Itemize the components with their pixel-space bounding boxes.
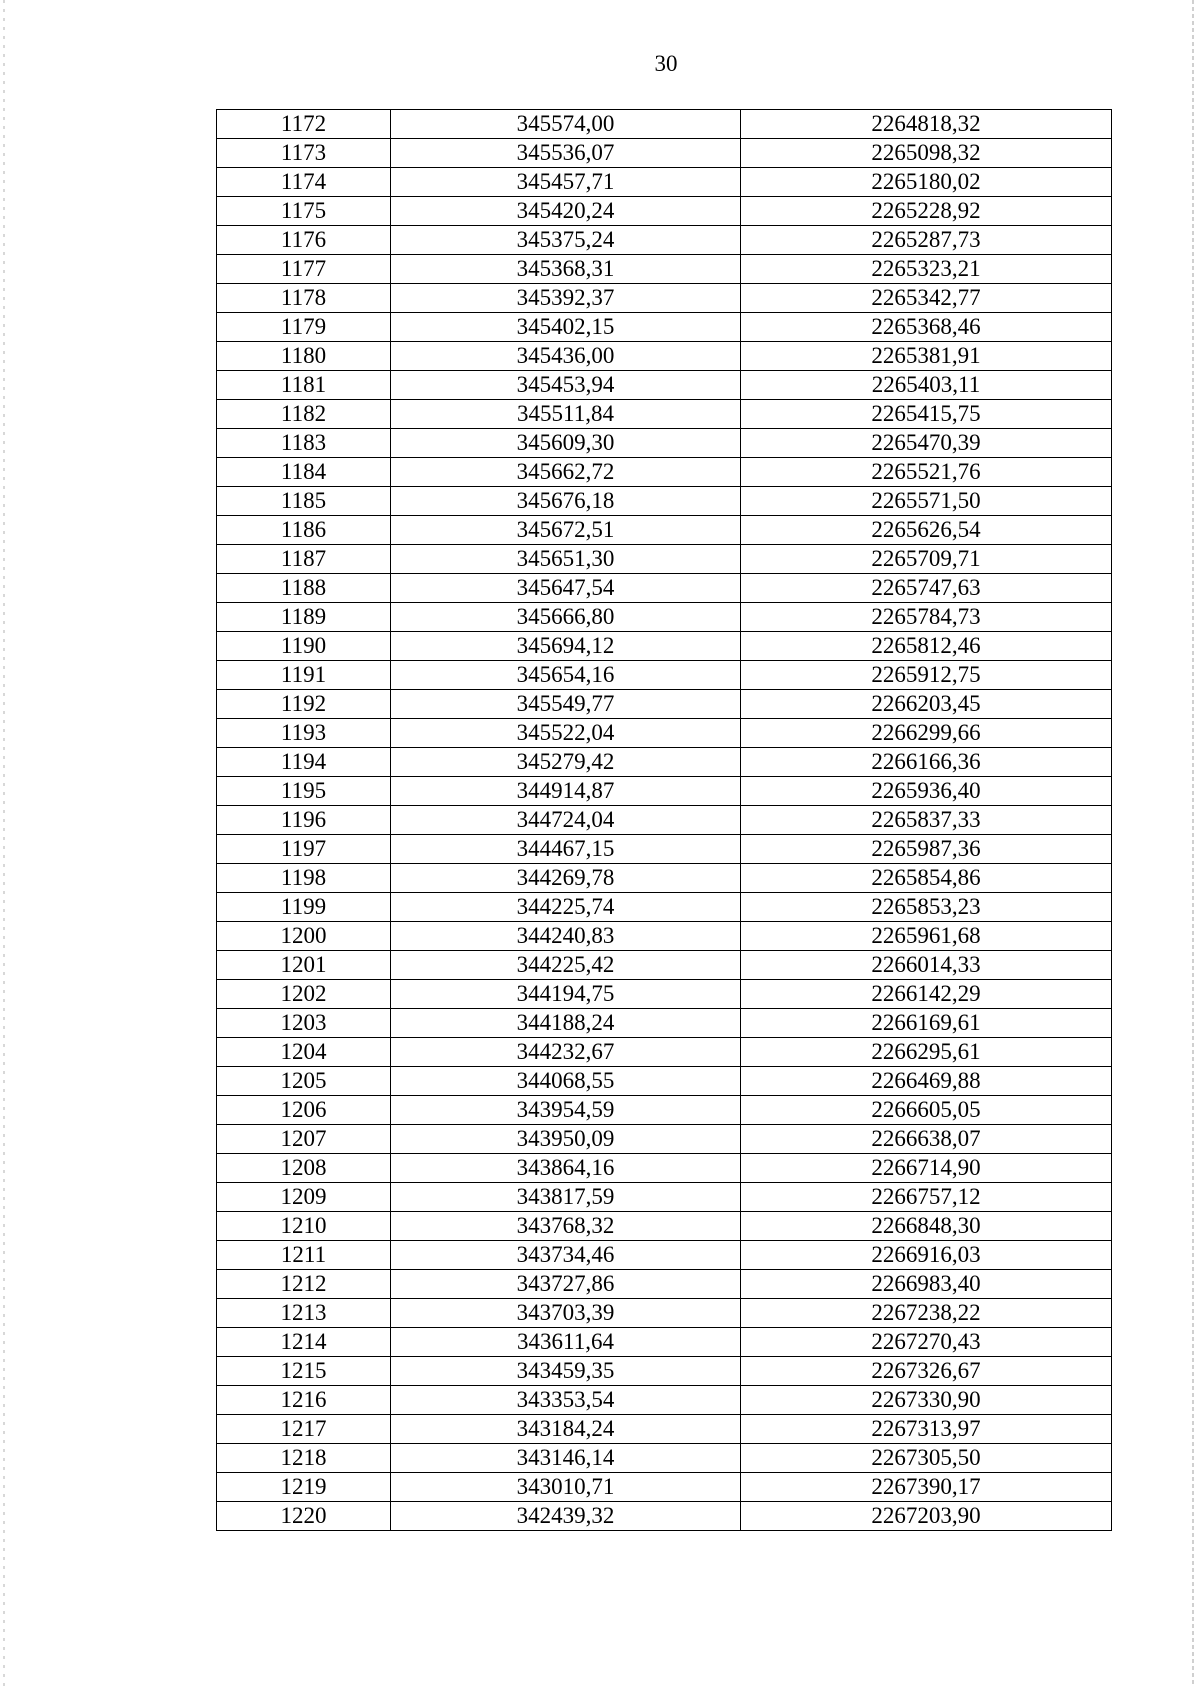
table-row [217,1125,1112,1154]
x-coordinate-cell: 345654,16 [391,661,741,690]
y-coordinate-cell: 2265812,46 [741,632,1112,661]
table-row [217,1502,1112,1531]
point-number-cell: 1220 [217,1502,391,1531]
table-row [217,980,1112,1009]
table-row [217,1154,1112,1183]
x-coordinate-cell: 343703,39 [391,1299,741,1328]
y-coordinate-cell: 2266916,03 [741,1241,1112,1270]
table-row [217,168,1112,197]
y-coordinate-cell: 2265368,46 [741,313,1112,342]
table-row [217,487,1112,516]
y-coordinate-cell: 2266714,90 [741,1154,1112,1183]
x-coordinate-cell: 345453,94 [391,371,741,400]
table-row [217,1386,1112,1415]
x-coordinate-cell: 343459,35 [391,1357,741,1386]
y-coordinate-cell: 2265323,21 [741,255,1112,284]
table-row [217,1328,1112,1357]
point-number-cell: 1205 [217,1067,391,1096]
y-coordinate-cell: 2267305,50 [741,1444,1112,1473]
table-row [217,429,1112,458]
y-coordinate-cell: 2266299,66 [741,719,1112,748]
x-coordinate-cell: 345402,15 [391,313,741,342]
table-row [217,1183,1112,1212]
point-number-cell: 1174 [217,168,391,197]
y-coordinate-cell: 2265342,77 [741,284,1112,313]
y-coordinate-cell: 2267270,43 [741,1328,1112,1357]
point-number-cell: 1176 [217,226,391,255]
point-number-cell: 1196 [217,806,391,835]
point-number-cell: 1215 [217,1357,391,1386]
point-number-cell: 1193 [217,719,391,748]
y-coordinate-cell: 2265571,50 [741,487,1112,516]
x-coordinate-cell: 343727,86 [391,1270,741,1299]
y-coordinate-cell: 2265470,39 [741,429,1112,458]
y-coordinate-cell: 2265098,32 [741,139,1112,168]
x-coordinate-cell: 345511,84 [391,400,741,429]
point-number-cell: 1188 [217,574,391,603]
table-row [217,284,1112,313]
point-number-cell: 1179 [217,313,391,342]
y-coordinate-cell: 2266848,30 [741,1212,1112,1241]
y-coordinate-cell: 2265987,36 [741,835,1112,864]
x-coordinate-cell: 345457,71 [391,168,741,197]
table-row [217,139,1112,168]
point-number-cell: 1211 [217,1241,391,1270]
point-number-cell: 1201 [217,951,391,980]
point-number-cell: 1182 [217,400,391,429]
table-row [217,922,1112,951]
x-coordinate-cell: 344914,87 [391,777,741,806]
x-coordinate-cell: 345279,42 [391,748,741,777]
table-row [217,1415,1112,1444]
x-coordinate-cell: 343010,71 [391,1473,741,1502]
x-coordinate-cell: 342439,32 [391,1502,741,1531]
table-row [217,603,1112,632]
table-row [217,574,1112,603]
x-coordinate-cell: 345375,24 [391,226,741,255]
y-coordinate-cell: 2265784,73 [741,603,1112,632]
y-coordinate-cell: 2267330,90 [741,1386,1112,1415]
point-number-cell: 1194 [217,748,391,777]
point-number-cell: 1207 [217,1125,391,1154]
y-coordinate-cell: 2265837,33 [741,806,1112,835]
table-row [217,777,1112,806]
x-coordinate-cell: 344225,74 [391,893,741,922]
point-number-cell: 1195 [217,777,391,806]
point-number-cell: 1219 [217,1473,391,1502]
x-coordinate-cell: 343146,14 [391,1444,741,1473]
table-row [217,1444,1112,1473]
table-row [217,1299,1112,1328]
table-row [217,197,1112,226]
table-row [217,893,1112,922]
y-coordinate-cell: 2266169,61 [741,1009,1112,1038]
page-number: 30 [654,51,678,76]
table-row [217,1038,1112,1067]
y-coordinate-cell: 2265709,71 [741,545,1112,574]
point-number-cell: 1172 [217,110,391,139]
table-row [217,400,1112,429]
x-coordinate-cell: 345666,80 [391,603,741,632]
y-coordinate-cell: 2266142,29 [741,980,1112,1009]
y-coordinate-cell: 2265912,75 [741,661,1112,690]
y-coordinate-cell: 2266605,05 [741,1096,1112,1125]
point-number-cell: 1208 [217,1154,391,1183]
table-row [217,458,1112,487]
x-coordinate-cell: 344225,42 [391,951,741,980]
point-number-cell: 1206 [217,1096,391,1125]
table-row [217,1241,1112,1270]
table-row [217,545,1112,574]
point-number-cell: 1200 [217,922,391,951]
y-coordinate-cell: 2267313,97 [741,1415,1112,1444]
point-number-cell: 1192 [217,690,391,719]
y-coordinate-cell: 2265853,23 [741,893,1112,922]
table-row [217,1096,1112,1125]
y-coordinate-cell: 2265228,92 [741,197,1112,226]
point-number-cell: 1189 [217,603,391,632]
point-number-cell: 1210 [217,1212,391,1241]
table-row [217,342,1112,371]
x-coordinate-cell: 344240,83 [391,922,741,951]
y-coordinate-cell: 2265287,73 [741,226,1112,255]
scan-edge-left [3,0,5,1686]
point-number-cell: 1190 [217,632,391,661]
y-coordinate-cell: 2267326,67 [741,1357,1112,1386]
x-coordinate-cell: 345574,00 [391,110,741,139]
point-number-cell: 1218 [217,1444,391,1473]
y-coordinate-cell: 2265180,02 [741,168,1112,197]
point-number-cell: 1186 [217,516,391,545]
point-number-cell: 1217 [217,1415,391,1444]
point-number-cell: 1199 [217,893,391,922]
table-row [217,1212,1112,1241]
y-coordinate-cell: 2266203,45 [741,690,1112,719]
x-coordinate-cell: 345651,30 [391,545,741,574]
point-number-cell: 1216 [217,1386,391,1415]
y-coordinate-cell: 2265854,86 [741,864,1112,893]
coordinates-table [216,109,1112,1531]
point-number-cell: 1178 [217,284,391,313]
x-coordinate-cell: 344194,75 [391,980,741,1009]
point-number-cell: 1185 [217,487,391,516]
y-coordinate-cell: 2265415,75 [741,400,1112,429]
y-coordinate-cell: 2265961,68 [741,922,1112,951]
table-row [217,110,1112,139]
point-number-cell: 1187 [217,545,391,574]
point-number-cell: 1175 [217,197,391,226]
y-coordinate-cell: 2264818,32 [741,110,1112,139]
point-number-cell: 1198 [217,864,391,893]
table-row [217,864,1112,893]
x-coordinate-cell: 343950,09 [391,1125,741,1154]
point-number-cell: 1202 [217,980,391,1009]
x-coordinate-cell: 345549,77 [391,690,741,719]
y-coordinate-cell: 2267203,90 [741,1502,1112,1531]
point-number-cell: 1177 [217,255,391,284]
x-coordinate-cell: 345392,37 [391,284,741,313]
point-number-cell: 1184 [217,458,391,487]
x-coordinate-cell: 345436,00 [391,342,741,371]
x-coordinate-cell: 344188,24 [391,1009,741,1038]
point-number-cell: 1183 [217,429,391,458]
x-coordinate-cell: 345676,18 [391,487,741,516]
point-number-cell: 1191 [217,661,391,690]
point-number-cell: 1212 [217,1270,391,1299]
x-coordinate-cell: 345368,31 [391,255,741,284]
y-coordinate-cell: 2266166,36 [741,748,1112,777]
x-coordinate-cell: 343734,46 [391,1241,741,1270]
table-row [217,255,1112,284]
point-number-cell: 1214 [217,1328,391,1357]
table-row [217,516,1112,545]
point-number-cell: 1173 [217,139,391,168]
point-number-cell: 1204 [217,1038,391,1067]
point-number-cell: 1213 [217,1299,391,1328]
y-coordinate-cell: 2267390,17 [741,1473,1112,1502]
x-coordinate-cell: 345609,30 [391,429,741,458]
y-coordinate-cell: 2265381,91 [741,342,1112,371]
x-coordinate-cell: 343184,24 [391,1415,741,1444]
y-coordinate-cell: 2265626,54 [741,516,1112,545]
table-row [217,1473,1112,1502]
table-row [217,632,1112,661]
table-row [217,313,1112,342]
y-coordinate-cell: 2266638,07 [741,1125,1112,1154]
x-coordinate-cell: 343768,32 [391,1212,741,1241]
table-row [217,661,1112,690]
x-coordinate-cell: 345694,12 [391,632,741,661]
x-coordinate-cell: 343817,59 [391,1183,741,1212]
y-coordinate-cell: 2266983,40 [741,1270,1112,1299]
x-coordinate-cell: 344467,15 [391,835,741,864]
point-number-cell: 1203 [217,1009,391,1038]
x-coordinate-cell: 343353,54 [391,1386,741,1415]
x-coordinate-cell: 345420,24 [391,197,741,226]
scan-edge-right [1192,0,1194,1686]
point-number-cell: 1197 [217,835,391,864]
y-coordinate-cell: 2267238,22 [741,1299,1112,1328]
x-coordinate-cell: 343954,59 [391,1096,741,1125]
x-coordinate-cell: 344269,78 [391,864,741,893]
x-coordinate-cell: 343611,64 [391,1328,741,1357]
y-coordinate-cell: 2265403,11 [741,371,1112,400]
table-row [217,719,1112,748]
table-row [217,1067,1112,1096]
table-row [217,806,1112,835]
table-row [217,226,1112,255]
table-row [217,690,1112,719]
y-coordinate-cell: 2266469,88 [741,1067,1112,1096]
y-coordinate-cell: 2265936,40 [741,777,1112,806]
x-coordinate-cell: 344724,04 [391,806,741,835]
table-row [217,951,1112,980]
table-row [217,371,1112,400]
point-number-cell: 1180 [217,342,391,371]
x-coordinate-cell: 344068,55 [391,1067,741,1096]
x-coordinate-cell: 345536,07 [391,139,741,168]
x-coordinate-cell: 345647,54 [391,574,741,603]
table-row [217,1009,1112,1038]
x-coordinate-cell: 345672,51 [391,516,741,545]
y-coordinate-cell: 2266757,12 [741,1183,1112,1212]
x-coordinate-cell: 344232,67 [391,1038,741,1067]
y-coordinate-cell: 2266295,61 [741,1038,1112,1067]
table-row [217,1270,1112,1299]
x-coordinate-cell: 345662,72 [391,458,741,487]
point-number-cell: 1209 [217,1183,391,1212]
x-coordinate-cell: 345522,04 [391,719,741,748]
table-row [217,748,1112,777]
table-row [217,1357,1112,1386]
table-row [217,835,1112,864]
y-coordinate-cell: 2265747,63 [741,574,1112,603]
x-coordinate-cell: 343864,16 [391,1154,741,1183]
coordinates-table-body [217,110,1112,1531]
y-coordinate-cell: 2265521,76 [741,458,1112,487]
point-number-cell: 1181 [217,371,391,400]
y-coordinate-cell: 2266014,33 [741,951,1112,980]
